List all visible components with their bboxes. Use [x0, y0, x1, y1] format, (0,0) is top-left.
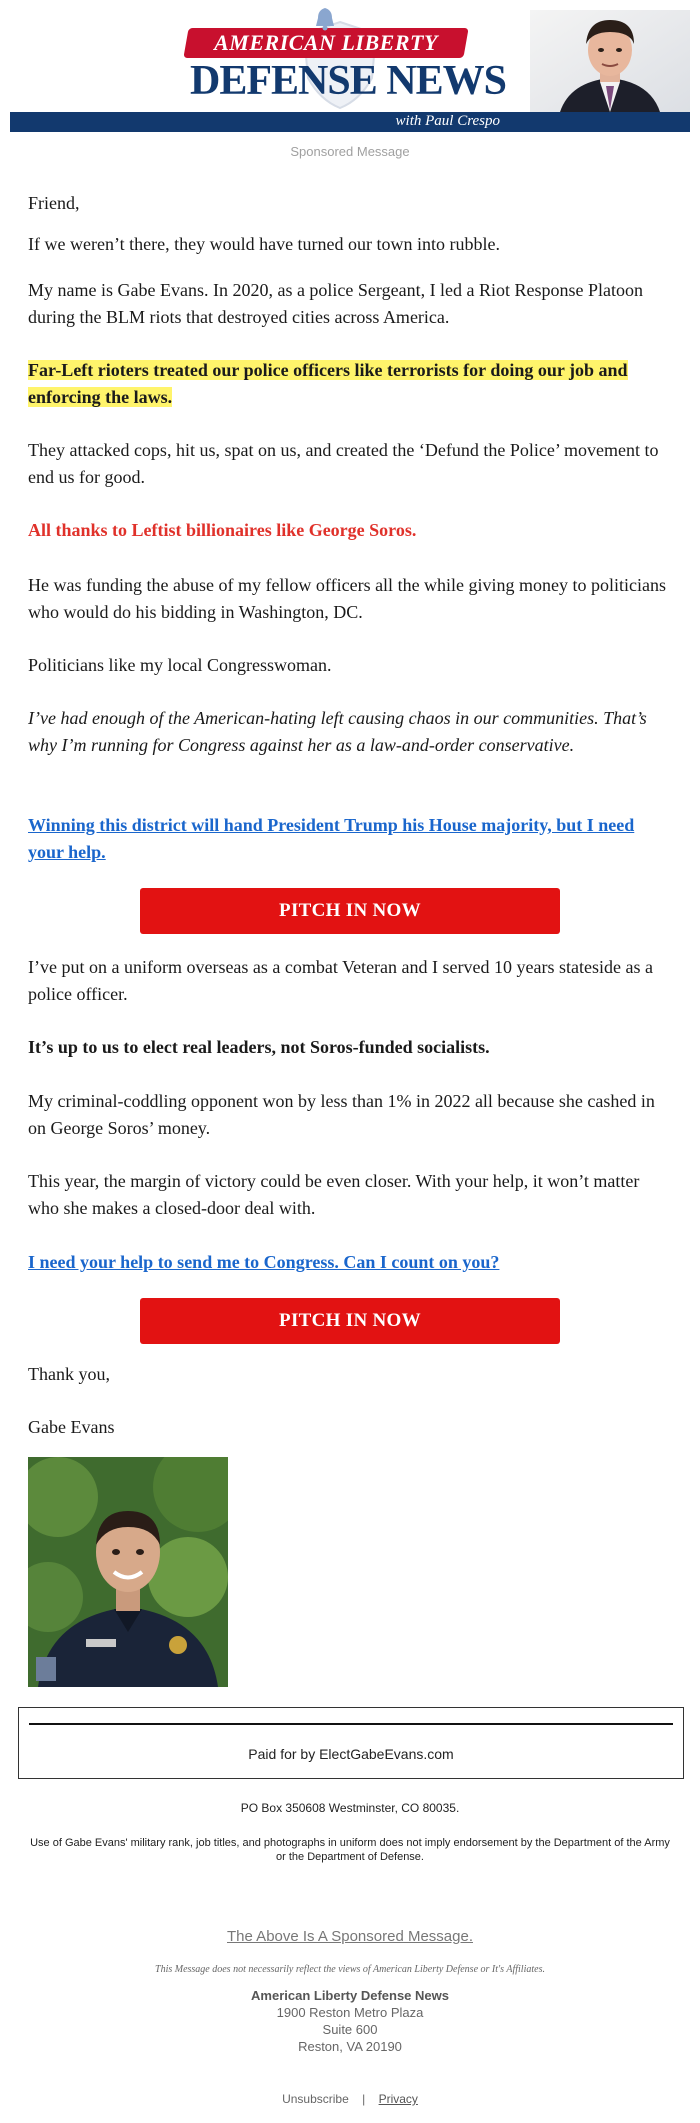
signature-name: Gabe Evans	[28, 1417, 115, 1437]
paragraph-highlight	[28, 357, 670, 411]
donate-link-1-wrap	[28, 812, 670, 866]
signer-photo	[28, 1457, 228, 1687]
paragraph-12: This year, the margin of victory could be even closer. With your help, it won’t matter who she makes a closed-door deal with.	[28, 1171, 640, 1218]
greeting: Friend,	[28, 193, 80, 213]
affiliates-note: This Message does not necessarily reflect the views of American Liberty Defense or It's Affiliates.	[155, 1964, 545, 1975]
org-city: Reston, VA 20190	[298, 2039, 402, 2054]
paid-for-text: Paid for by ElectGabeEvans.com	[248, 1746, 454, 1762]
pitch-in-button-1[interactable]: PITCH IN NOW	[140, 888, 560, 934]
mailing-address: PO Box 350608 Westminster, CO 80035.	[240, 1801, 460, 1815]
paragraph-11: My criminal-coddling opponent won by less than 1% in 2022 all because she cashed in on George Soros’ money.	[28, 1091, 655, 1138]
footer-links	[0, 2092, 700, 2106]
paragraph-4: They attacked cops, hit us, spat on us, and created the ‘Defund the Police’ movement to end us for good.	[28, 440, 659, 487]
paragraph-red: All thanks to Leftist billionaires like George Soros.	[28, 520, 417, 540]
org-suite: Suite 600	[322, 2022, 378, 2037]
donate-link-2[interactable]: I need your help to send me to Congress. Can I count on you?	[28, 1252, 500, 1272]
brand-top-text: AMERICAN LIBERTY	[214, 30, 438, 55]
signoff: Thank you,	[28, 1364, 110, 1384]
org-street: 1900 Reston Metro Plaza	[276, 2005, 424, 2020]
privacy-link[interactable]: Privacy	[378, 2092, 418, 2106]
highlighted-statement: Far-Left rioters treated our police officers like terrorists for doing our job and enforcing the laws.	[28, 360, 628, 407]
paragraph-6: He was funding the abuse of my fellow officers all the while giving money to politicians who would do his bidding in Washington, DC.	[28, 575, 667, 622]
military-disclaimer: Use of Gabe Evans' military rank, job titles, and photographs in uniform does not imply endorsement by the Department of the Army or the Department of Defense.	[30, 1837, 670, 1863]
divider	[29, 1723, 673, 1725]
org-name: American Liberty Defense News	[251, 1988, 449, 2003]
signer-photo-image	[28, 1457, 228, 1687]
header-banner[interactable]	[10, 10, 690, 132]
header-bar	[10, 112, 690, 132]
donate-link-1[interactable]: Winning this district will hand President Trump his House majority, but I need your help.	[28, 815, 635, 862]
paragraph-7: Politicians like my local Congresswoman.	[28, 655, 332, 675]
footer-separator: |	[362, 2092, 366, 2106]
liberty-bell-icon	[312, 6, 338, 32]
pitch-in-button-2[interactable]: PITCH IN NOW	[140, 1298, 560, 1344]
paragraph-1: If we weren’t there, they would have turned our town into rubble.	[28, 234, 501, 254]
unsubscribe-link[interactable]: Unsubscribe	[282, 2092, 349, 2106]
host-portrait	[530, 10, 690, 112]
paragraph-9: I’ve put on a uniform overseas as a combat Veteran and I served 10 years stateside as a police officer.	[28, 957, 653, 1004]
host-portrait-image	[530, 10, 690, 112]
sponsored-message-link[interactable]: The Above Is A Sponsored Message.	[227, 1928, 473, 1945]
paid-for-box	[18, 1707, 684, 1779]
host-byline: with Paul Crespo	[395, 113, 500, 129]
sponsored-message-link-wrap	[0, 1928, 700, 1945]
sponsored-label: Sponsored Message	[290, 144, 410, 159]
brand-main-logo: DEFENSE NEWS	[190, 58, 506, 104]
paragraph-bold: It’s up to us to elect real leaders, not Soros-funded socialists.	[28, 1037, 490, 1057]
paragraph-2: My name is Gabe Evans. In 2020, as a police Sergeant, I led a Riot Response Platoon during the BLM riots that destroyed cities across America.	[28, 280, 644, 327]
donate-link-2-wrap	[28, 1249, 670, 1276]
paragraph-italic: I’ve had enough of the American-hating left causing chaos in our communities. That’s why I’m running for Congress against her as a law-and-order conservative.	[28, 708, 647, 755]
brand-top-logo	[186, 28, 466, 60]
